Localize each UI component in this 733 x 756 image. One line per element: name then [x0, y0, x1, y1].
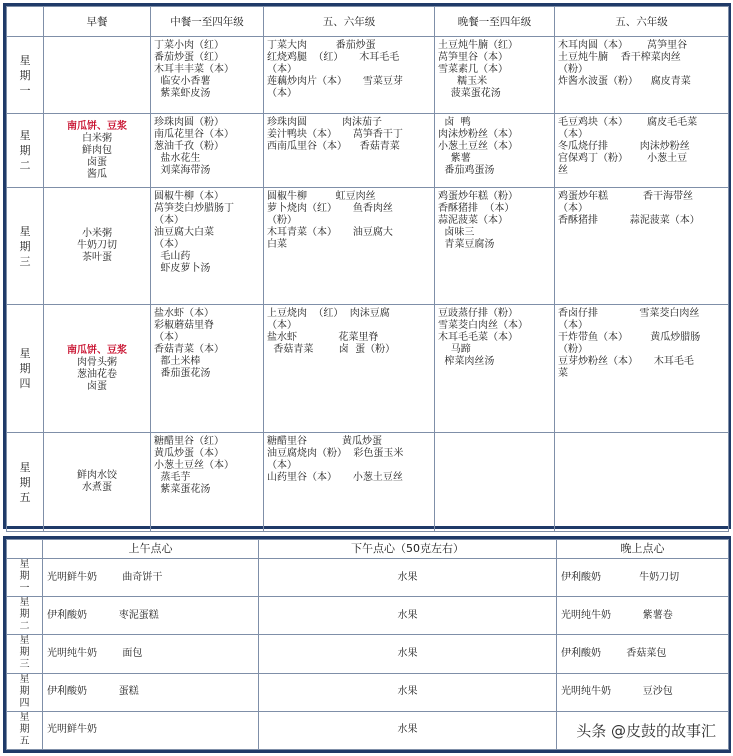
dish-line: 香酥猪排 蒜泥菠菜（本） [558, 215, 700, 226]
snack-day-label-text: 星期一 [19, 559, 30, 595]
dish-line: 木耳毛毛菜（本） [438, 332, 518, 343]
breakfast-item: 鲜肉包 [82, 144, 112, 156]
dinner-5-6-cell [555, 114, 729, 188]
breakfast-item: 南瓜饼、豆浆 [67, 344, 127, 356]
dinner-5-6-cell [555, 188, 729, 305]
breakfast-cell [44, 114, 151, 188]
dish-line: 蒸毛芋 [154, 472, 191, 483]
snack-day-label-text: 星期四 [19, 673, 30, 709]
morning-snack-cell-text: 光明鲜牛奶 [47, 724, 97, 736]
meal-table-frame [3, 3, 731, 529]
dish-line: 毛山药 [154, 251, 191, 262]
snack-row [7, 559, 729, 597]
evening-snack-cell-text: 光明纯牛奶 紫薯卷 [561, 609, 673, 621]
dish-line: 宫保鸡丁（粉） 小葱土豆 [558, 153, 688, 164]
dish-line: 糖醋里谷 黄瓜炒蛋 [267, 436, 382, 447]
dish-line: （本） [267, 64, 297, 75]
dish-line: 卤味三 [438, 227, 475, 238]
dish-line: （粉） [558, 344, 588, 355]
afternoon-snack-cell [259, 635, 557, 673]
morning-snack-cell-text: 光明纯牛奶 面包 [47, 647, 143, 659]
day-label [7, 305, 44, 433]
day-label [7, 433, 44, 532]
breakfast-cell [44, 305, 151, 433]
dish-line: 油豆腐大白菜 [154, 227, 214, 238]
dish-line: 香菇青菜 卤 蛋（粉） [267, 344, 396, 355]
morning-snack-cell [43, 711, 259, 749]
dish-line: 蒜泥菠菜（本） [438, 215, 508, 226]
dish-line: 油豆腐烧肉（粉） 彩色蛋玉米 [267, 448, 404, 459]
afternoon-snack-cell-text: 水果 [397, 686, 418, 698]
breakfast-item: 鲜肉水饺 [77, 470, 117, 481]
dish-line: 糯玉米 [438, 76, 488, 87]
snack-day-label [7, 711, 43, 749]
snack-header-evening: 晚上点心 [557, 540, 729, 559]
dish-line: 都土米棒 [154, 356, 201, 367]
lunch-5-6-cell [264, 305, 435, 433]
lunch-1-4-cell [151, 114, 264, 188]
dinner-1-4-cell [435, 114, 555, 188]
snack-day-label [7, 559, 43, 597]
dish-line: 木耳肉圆（本） 莴笋里谷 [558, 40, 688, 51]
dish-line: 冬瓜烧仔排 肉沫炒粉丝 [558, 141, 690, 152]
dish-line: （本） [267, 88, 297, 99]
header-dinner-1-4: 晚餐一至四年级 [435, 7, 555, 37]
dish-line: 莴笋里谷（本） [438, 52, 508, 63]
dish-line: 木耳丰丰菜（本） [154, 64, 234, 75]
afternoon-snack-cell [259, 559, 557, 597]
meal-table-header [7, 7, 729, 37]
breakfast-cell [44, 188, 151, 305]
dish-line: 干炸带鱼（本） 黄瓜炒腊肠 [558, 332, 701, 343]
dish-line: 山药里谷（本） 小葱土豆丝 [267, 472, 403, 483]
dish-line: 榨菜肉丝汤 [438, 356, 495, 367]
dish-line: 土豆炖牛腩 香干榨菜肉丝 [558, 52, 681, 63]
morning-snack-cell-text: 伊利酸奶 蛋糕 [47, 686, 139, 698]
meal-table [6, 6, 729, 532]
dish-line: 南瓜花里谷（本） [154, 129, 234, 140]
snack-row [7, 673, 729, 711]
dish-line: 香菇青菜（本） [154, 344, 224, 355]
dish-line: 木耳青菜（本） 油豆腐大 [267, 227, 393, 238]
dish-line: （本） [267, 460, 297, 471]
header-lunch-1-4: 中餐一至四年级 [151, 7, 264, 37]
dish-line: （本） [558, 129, 588, 140]
evening-snack-cell-text: 光明纯牛奶 豆沙包 [561, 686, 673, 698]
dish-line: 肉沫炒粉丝（本） [438, 129, 518, 140]
dinner-5-6-cell [555, 305, 729, 433]
snack-day-label [7, 597, 43, 635]
meal-row [7, 188, 729, 305]
dish-line: 小葱土豆丝（本） [438, 141, 518, 152]
evening-snack-cell-text: 伊利酸奶 牛奶刀切 [561, 571, 680, 583]
meal-row [7, 37, 729, 114]
dish-line: 菜 [558, 368, 568, 379]
snack-day-label-text: 星期三 [19, 635, 30, 671]
dish-line: 紫薯 [438, 153, 471, 164]
dinner-5-6-cell [555, 37, 729, 114]
dish-line: 豆芽炒粉丝（本） 木耳毛毛 [558, 356, 694, 367]
meal-row [7, 433, 729, 532]
lunch-5-6-cell [264, 114, 435, 188]
snack-row [7, 635, 729, 673]
day-text: 星期五 [19, 460, 31, 504]
dinner-1-4-cell [435, 37, 555, 114]
day-text: 星期二 [19, 129, 31, 172]
dish-line: 丁菜小肉（红） [154, 40, 224, 51]
dish-line: 土豆炖牛腩（红） [438, 40, 518, 51]
header-breakfast: 早餐 [44, 7, 151, 37]
morning-snack-cell [43, 597, 259, 635]
afternoon-snack-cell-text: 水果 [397, 724, 418, 736]
snack-header-afternoon: 下午点心（50克左右） [259, 540, 557, 559]
dish-line: 黄瓜炒蛋（本） [154, 448, 224, 459]
dinner-1-4-cell [435, 305, 555, 433]
dish-line: 青菜豆腐汤 [438, 239, 495, 250]
dish-line: 红烧鸡腿 （红） 木耳毛毛 [267, 52, 400, 63]
dish-line: 紫菜蛋花汤 [154, 484, 211, 495]
dish-line: 上豆烧肉 （红） 肉沫豆腐 [267, 308, 390, 319]
day-label [7, 188, 44, 305]
snack-row [7, 597, 729, 635]
dish-line: 珍珠肉圆 肉沫茄子 [267, 117, 382, 128]
dish-line: 雪菜素几（本） [438, 64, 508, 75]
snack-header-morning: 上午点心 [43, 540, 259, 559]
dish-line: 菠菜蛋花汤 [438, 88, 501, 99]
afternoon-snack-cell-text: 水果 [397, 609, 418, 621]
dish-line: （本） [558, 203, 588, 214]
lunch-1-4-cell [151, 37, 264, 114]
dish-line: 小葱土豆丝（本） [154, 460, 234, 471]
afternoon-snack-cell-text: 水果 [397, 647, 418, 659]
lunch-5-6-cell [264, 188, 435, 305]
dish-line: 莴笋茭白炒腊肠丁 [154, 203, 234, 214]
afternoon-snack-cell [259, 711, 557, 749]
dish-line: （粉） [267, 215, 297, 226]
dish-line: 姜汁鸭块（本） 莴笋香干丁 [267, 129, 403, 140]
day-text: 星期四 [19, 347, 31, 390]
dinner-1-4-cell [435, 433, 555, 532]
dish-line: 鸡蛋炒年糕 香干海带丝 [558, 191, 693, 202]
dish-line: （本） [154, 239, 184, 250]
dish-line: 盐水花生 [154, 153, 201, 164]
dish-line: 莲藕炒肉片（本） 雪菜豆芽 [267, 76, 403, 87]
lunch-5-6-cell [264, 37, 435, 114]
morning-snack-cell [43, 673, 259, 711]
breakfast-cell [44, 433, 151, 532]
snack-table-header [7, 540, 729, 559]
evening-snack-cell [557, 597, 729, 635]
snack-day-label-text: 星期五 [19, 711, 30, 747]
dish-line: 珍珠肉圆（粉） [154, 117, 224, 128]
dish-line: 番茄蛋花汤 [154, 368, 211, 379]
dish-line: 糖醋里谷（红） [154, 436, 224, 447]
dish-line: 白菜 [267, 239, 287, 250]
dish-line: （本） [154, 332, 184, 343]
dish-line: 马蹄 [438, 344, 471, 355]
breakfast-item: 南瓜饼、豆浆 [67, 120, 127, 132]
header-dinner-5-6: 五、六年级 [555, 7, 729, 37]
dish-line: （本） [267, 320, 297, 331]
dish-line: 圆椒牛柳 虹豆肉丝 [267, 191, 376, 202]
dish-line: 丝 [558, 165, 568, 176]
dish-line: 盐水虾（本） [154, 308, 214, 319]
evening-snack-cell [557, 559, 729, 597]
afternoon-snack-cell [259, 673, 557, 711]
breakfast-item: 小米粥 [82, 228, 112, 239]
day-text: 星期三 [19, 224, 31, 268]
lunch-1-4-cell [151, 188, 264, 305]
meal-row [7, 305, 729, 433]
dish-line: 番茄鸡蛋汤 [438, 165, 495, 176]
morning-snack-cell [43, 635, 259, 673]
dish-line: 临安小香薯 [154, 76, 211, 87]
header-lunch-5-6: 五、六年级 [264, 7, 435, 37]
breakfast-item: 水煮蛋 [82, 482, 112, 493]
snack-day-label [7, 673, 43, 711]
dish-line: （粉） [558, 64, 588, 75]
snack-day-label-text: 星期二 [19, 597, 30, 633]
snack-header-corner [7, 540, 43, 559]
dish-line: 紫菜虾皮汤 [154, 88, 211, 99]
breakfast-item: 卤蛋 [87, 380, 107, 392]
dish-line: 圆椒牛柳（本） [154, 191, 224, 202]
dish-line: 香卤仔排 雪菜茭白肉丝 [558, 308, 700, 319]
day-label [7, 37, 44, 114]
dish-line: 雪菜茭白肉丝（本） [438, 320, 528, 331]
lunch-1-4-cell [151, 305, 264, 433]
morning-snack-cell-text: 光明鲜牛奶 曲奇饼干 [47, 571, 163, 583]
header-corner [7, 7, 44, 37]
day-text: 星期一 [19, 53, 31, 97]
dish-line: 鸡蛋炒年糕（粉） [438, 191, 518, 202]
dish-line: 丁菜大肉 番茄炒蛋 [267, 40, 376, 51]
afternoon-snack-cell [259, 597, 557, 635]
dinner-5-6-cell [555, 433, 729, 532]
breakfast-item: 茶叶蛋 [82, 252, 112, 263]
dish-line: （本） [558, 320, 588, 331]
dish-line: 葱油千孜（粉） [154, 141, 224, 152]
evening-snack-cell [557, 673, 729, 711]
breakfast-cell [44, 37, 151, 114]
watermark: 头条 @皮鼓的故事汇 [573, 719, 719, 742]
dish-line: 毛豆鸡块（本） 腐皮毛毛菜 [558, 117, 698, 128]
dish-line: 番茄炒蛋（红） [154, 52, 224, 63]
dish-line: 豆豉蒸仔排（粉） [438, 308, 518, 319]
breakfast-item: 肉骨头粥 [77, 356, 117, 368]
dish-line: 香酥猪排 （本） [438, 203, 515, 214]
breakfast-item: 牛奶刀切 [77, 240, 117, 251]
dish-line: 西南瓜里谷（本） 香菇青菜 [267, 141, 400, 152]
meal-row [7, 114, 729, 188]
dish-line: 炸酱水波蛋（粉） 腐皮青菜 [558, 76, 691, 87]
dish-line: 虾皮萝卜汤 [154, 263, 211, 274]
breakfast-item: 酱瓜 [87, 168, 107, 180]
evening-snack-cell [557, 635, 729, 673]
dish-line: 盐水虾 花菜里脊 [267, 332, 379, 343]
dish-line: 萝卜烧肉（红） 鱼香肉丝 [267, 203, 393, 214]
breakfast-item: 葱油花卷 [77, 368, 117, 380]
lunch-1-4-cell [151, 433, 264, 532]
evening-snack-cell-text: 伊利酸奶 香菇菜包 [561, 647, 667, 659]
dish-line: 刘菜海带汤 [154, 165, 211, 176]
dinner-1-4-cell [435, 188, 555, 305]
breakfast-item: 白米粥 [82, 132, 112, 144]
morning-snack-cell-text: 伊利酸奶 枣泥蛋糕 [47, 609, 159, 621]
breakfast-item: 卤蛋 [87, 156, 107, 168]
afternoon-snack-cell-text: 水果 [397, 571, 418, 583]
day-label [7, 114, 44, 188]
dish-line: 彩椒蘑菇里脊 [154, 320, 214, 331]
dish-line: （本） [154, 215, 184, 226]
morning-snack-cell [43, 559, 259, 597]
lunch-5-6-cell [264, 433, 435, 532]
dish-line: 卤 鸭 [438, 117, 471, 128]
snack-day-label [7, 635, 43, 673]
